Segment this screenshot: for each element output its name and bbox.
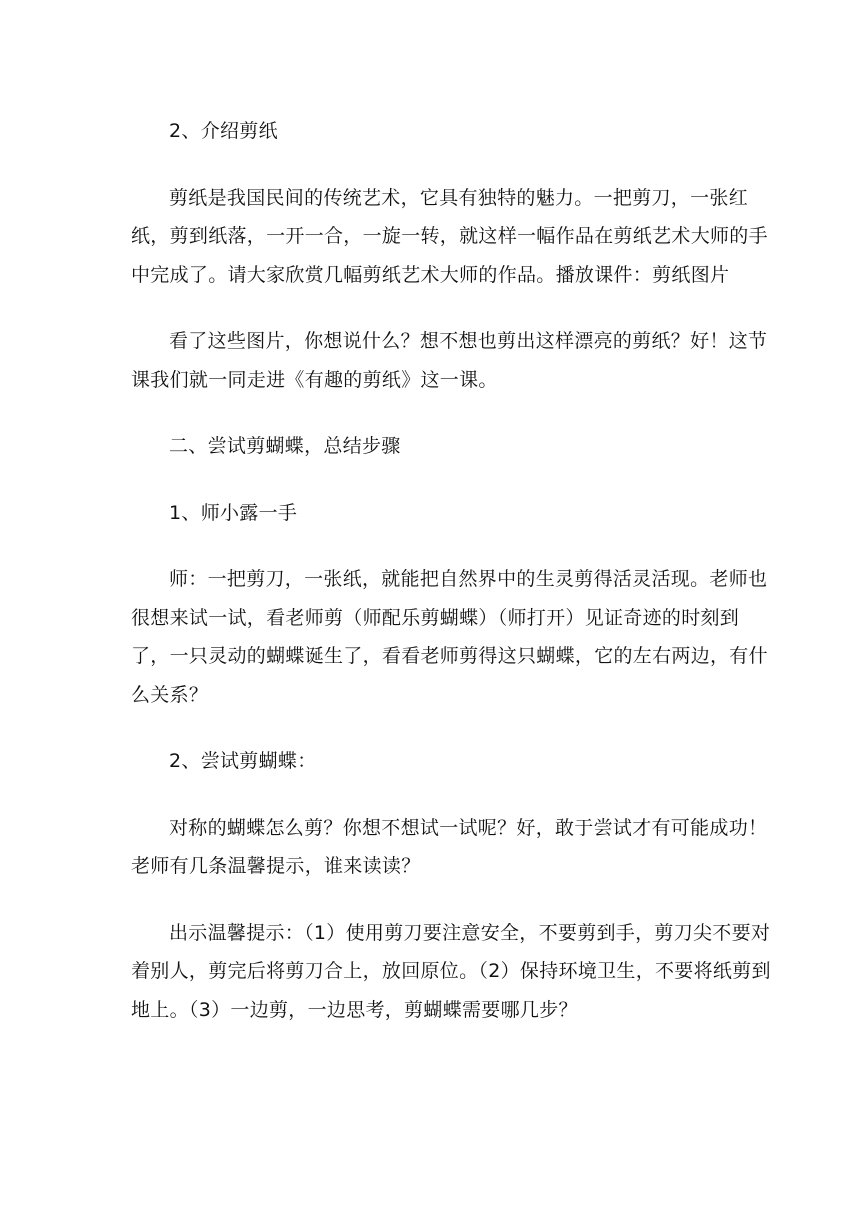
section-heading-intro-papercut: 2、介绍剪纸 xyxy=(169,120,278,142)
paragraph-teacher-demo: 师：一把剪刀，一张纸，就能把自然界中的生灵剪得活灵活现。老师也很想来试一试，看老师剪（师配乐剪蝴蝶）（师打开）见证奇迹的时刻到了，一只灵动的蝴蝶诞生了，看看老师剪得这只蝴蝶，它的左右两边，有什么关系？ xyxy=(131,568,768,706)
paragraph-papercut-description: 剪纸是我国民间的传统艺术，它具有独特的魅力。一把剪刀，一张红纸，剪到纸落，一开一合，一旋一转，就这样一幅作品在剪纸艺术大师的手中完成了。请大家欣赏几幅剪纸艺术大师的作品。播放课件：剪纸图片 xyxy=(131,186,768,286)
subheading-try-cut-butterfly: 2、尝试剪蝴蝶： xyxy=(169,750,317,772)
paragraph-safety-tips: 出示温馨提示：（1）使用剪刀要注意安全，不要剪到手，剪刀尖不要对着别人，剪完后将剪刀合上，放回原位。（2）保持环境卫生，不要将纸剪到地上。（3）一边剪，一边思考，剪蝴蝶需要哪几步？ xyxy=(131,921,771,1021)
paragraph-symmetry-question: 对称的蝴蝶怎么剪？你想不想试一试呢？好，敢于尝试才有可能成功！老师有几条温馨提示，谁来读读？ xyxy=(131,816,768,877)
subheading-teacher-demo: 1、师小露一手 xyxy=(169,501,298,524)
paragraph-pictures-reaction: 看了这些图片，你想说什么？想不想也剪出这样漂亮的剪纸？好！这节课我们就一同走进《有趣的剪纸》这一课。 xyxy=(131,330,768,391)
section-heading-try-butterfly: 二、尝试剪蝴蝶，总结步骤 xyxy=(169,435,401,457)
document-body xyxy=(131,112,771,1057)
